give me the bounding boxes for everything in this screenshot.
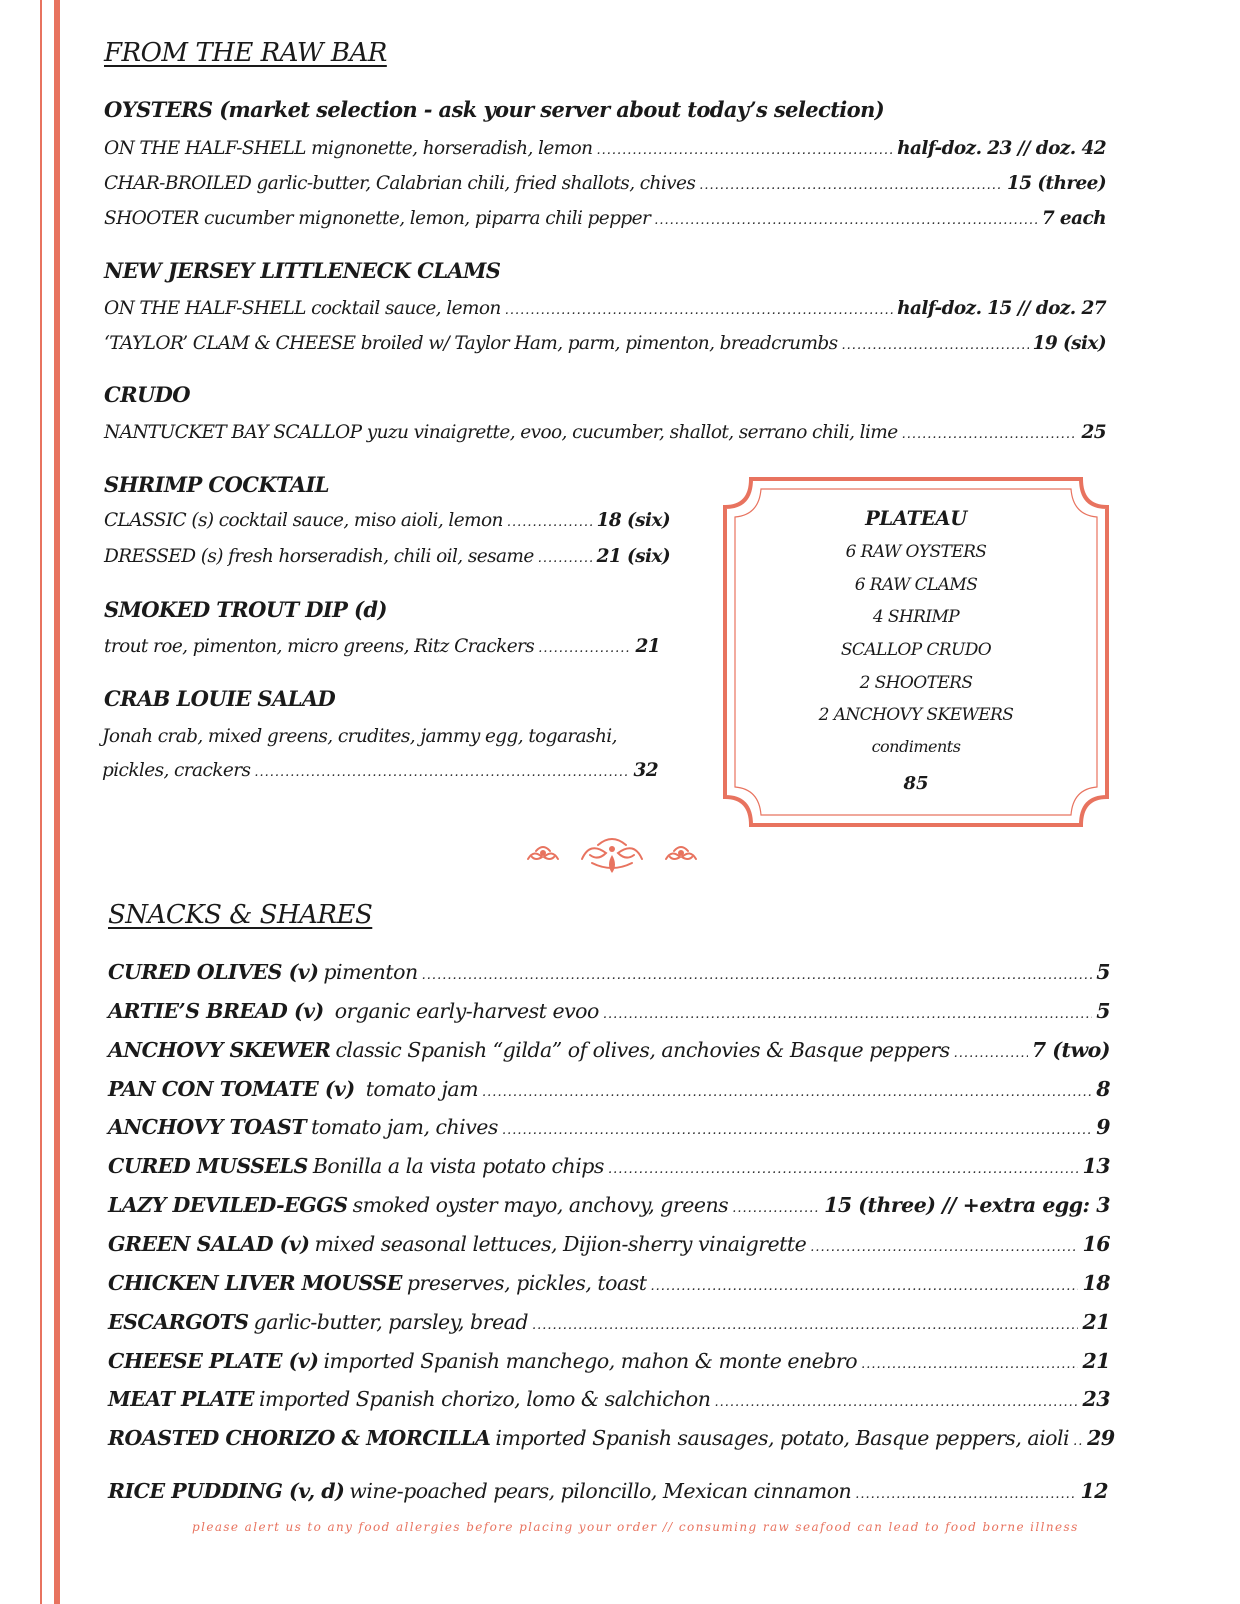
item-price: 16 <box>1082 1231 1110 1256</box>
item-text: ON THE HALF-SHELL mignonette, horseradish, lemon <box>104 138 593 159</box>
item-price: 29 <box>1087 1426 1115 1451</box>
leader-dots <box>502 1124 1092 1137</box>
plateau-title: PLATEAU <box>865 507 967 530</box>
item-price: 15 (three) // +extra egg: 3 <box>824 1193 1110 1218</box>
item-text <box>108 1481 851 1502</box>
item-name: LAZY DEVILED-EGGS <box>108 1193 348 1218</box>
item-text <box>108 1389 710 1410</box>
crab-desc-line1: Jonah crab, mixed greens, crudites, jammy egg, togarashi, <box>102 726 617 747</box>
item-price: 32 <box>633 760 658 781</box>
item-price: 25 <box>1081 422 1106 443</box>
item-desc: imported Spanish manchego, mahon & monte enebro <box>323 1348 858 1373</box>
item-price: half-doz. 23 // doz. 42 <box>897 138 1106 159</box>
item-text <box>108 1309 528 1334</box>
item-price: 7 each <box>1041 208 1106 229</box>
item-text <box>108 1195 728 1216</box>
leader-dots <box>597 144 894 157</box>
item-desc: imported Spanish sausages, potato, Basque peppers, aioli <box>495 1426 1070 1451</box>
item-price: 12 <box>1080 1479 1108 1503</box>
leader-dots <box>714 1396 1078 1409</box>
item-price: 7 (two) <box>1031 1037 1110 1062</box>
leader-dots <box>1073 1435 1083 1448</box>
leader-dots <box>532 1319 1079 1332</box>
menu-line <box>108 1117 1110 1138</box>
item-price: 21 (six) <box>596 546 670 567</box>
item-text: NANTUCKET BAY SCALLOP yuzu vinaigrette, evoo, cucumber, shallot, serrano chili, lime <box>104 422 898 443</box>
leader-dots <box>538 642 631 655</box>
item-name: GREEN SALAD (v) <box>108 1231 310 1256</box>
item-desc: classic Spanish “gilda” of olives, anchovies & Basque peppers <box>335 1037 950 1062</box>
plateau-box <box>723 477 1109 827</box>
item-desc: garlic-butter, parsley, bread <box>253 1309 528 1334</box>
item-name: ANCHOVY TOAST <box>108 1115 307 1140</box>
item-name: CHICKEN LIVER MOUSSE <box>108 1270 402 1295</box>
leader-dots <box>842 339 1029 352</box>
menu-line <box>104 638 660 657</box>
menu-line <box>108 1348 1110 1373</box>
item-name: MEAT PLATE <box>108 1387 254 1412</box>
crab-title: CRAB LOUIE SALAD <box>104 686 336 711</box>
menu-line-dessert <box>108 1481 1108 1502</box>
item-price: 13 <box>1082 1154 1110 1179</box>
item-text <box>108 1156 604 1177</box>
item-name: CURED OLIVES (v) <box>108 960 319 984</box>
allergy-footer: please alert us to any food allergies before placing your order // consuming raw seafood can lead to food borne illness <box>192 1520 1079 1534</box>
menu-line <box>104 175 1106 194</box>
item-desc: smoked oyster mayo, anchovy, greens <box>352 1193 729 1218</box>
plateau-condiments: condiments <box>871 737 961 757</box>
menu-line <box>104 424 1106 443</box>
menu-line <box>104 548 670 567</box>
menu-line <box>108 1195 1110 1216</box>
item-desc: imported Spanish chorizo, lomo & salchichon <box>259 1387 711 1412</box>
leader-dots <box>654 214 1038 227</box>
item-text <box>108 1231 807 1256</box>
item-desc: tomato jam, chives <box>311 1115 498 1140</box>
crudo-title: CRUDO <box>104 382 190 407</box>
plateau-item: SCALLOP CRUDO <box>840 640 992 661</box>
menu-line <box>108 1309 1110 1334</box>
plateau-item: 2 SHOOTERS <box>859 672 973 693</box>
menu-line <box>104 300 1106 319</box>
leader-dots <box>810 1241 1078 1254</box>
menu-line <box>102 762 658 781</box>
menu-line <box>104 512 670 531</box>
item-text: CLASSIC (s) cocktail sauce, miso aioli, lemon <box>104 510 503 531</box>
leader-dots <box>603 1008 1092 1021</box>
leader-dots <box>482 1086 1092 1099</box>
item-price: half-doz. 15 // doz. 27 <box>897 298 1106 319</box>
item-text: trout roe, pimenton, micro greens, Ritz Crackers <box>104 636 535 657</box>
snacks-title: SNACKS & SHARES <box>108 900 373 930</box>
item-price: 19 (six) <box>1032 333 1106 354</box>
item-text <box>108 1270 647 1295</box>
item-desc: Bonilla a la vista potato chips <box>312 1154 604 1179</box>
menu-line <box>108 998 1110 1023</box>
menu-line <box>108 1037 1110 1062</box>
item-name: CHEESE PLATE (v) <box>108 1348 319 1373</box>
item-price: 5 <box>1096 960 1110 984</box>
menu-line <box>108 1156 1110 1177</box>
item-desc: mixed seasonal lettuces, Dijion-sherry vinaigrette <box>314 1231 807 1256</box>
item-price: 8 <box>1096 1076 1110 1101</box>
border-rule-thick <box>54 0 60 1604</box>
item-text <box>108 1037 950 1062</box>
leader-dots <box>861 1358 1078 1371</box>
leader-dots <box>505 304 893 317</box>
item-text <box>108 962 418 983</box>
menu-line <box>108 1270 1110 1295</box>
item-price: 23 <box>1082 1387 1110 1412</box>
plateau-item: 2 ANCHOVY SKEWERS <box>818 705 1014 726</box>
item-desc: wine-poached pears, piloncillo, Mexican cinnamon <box>349 1479 852 1503</box>
plateau-price: 85 <box>903 773 929 795</box>
item-name: CURED MUSSELS <box>108 1154 308 1179</box>
item-price: 18 <box>1082 1270 1110 1295</box>
item-price: 21 <box>1082 1309 1110 1334</box>
item-name: ESCARGOTS <box>108 1309 249 1334</box>
shrimp-title: SHRIMP COCKTAIL <box>104 472 329 497</box>
item-desc: preserves, pickles, toast <box>406 1270 647 1295</box>
item-price: 18 (six) <box>596 510 670 531</box>
item-text: SHOOTER cucumber mignonette, lemon, piparra chili pepper <box>104 208 651 229</box>
item-text: CHAR-BROILED garlic-butter, Calabrian chili, fried shallots, chives <box>104 173 696 194</box>
clams-title: NEW JERSEY LITTLENECK CLAMS <box>104 258 501 283</box>
plateau-item: 6 RAW OYSTERS <box>845 542 987 562</box>
item-text: ‘TAYLOR’ CLAM & CHEESE broiled w/ Taylor Ham, parm, pimenton, breadcrumbs <box>104 333 838 354</box>
raw-bar-title: FROM THE RAW BAR <box>104 38 387 68</box>
leader-dots <box>954 1047 1028 1060</box>
item-price: 5 <box>1096 998 1110 1023</box>
item-text <box>108 998 599 1023</box>
plateau-item: 6 RAW CLAMS <box>854 574 978 595</box>
item-price: 21 <box>1082 1348 1110 1373</box>
item-desc: organic early-harvest evoo <box>328 998 599 1023</box>
leader-dots <box>855 1488 1076 1501</box>
item-name: PAN CON TOMATE (v) <box>108 1076 355 1101</box>
menu-line <box>108 1231 1110 1256</box>
plateau-content <box>723 507 1109 804</box>
item-desc: tomato jam <box>359 1076 479 1101</box>
item-desc: pimenton <box>323 960 418 984</box>
item-text <box>108 1348 858 1373</box>
menu-line <box>104 140 1106 159</box>
item-name: ARTIE’S BREAD (v) <box>108 998 324 1023</box>
menu-line <box>108 1076 1110 1101</box>
leader-dots <box>608 1163 1079 1176</box>
item-text: ON THE HALF-SHELL cocktail sauce, lemon <box>104 298 501 319</box>
item-name: ANCHOVY SKEWER <box>108 1037 331 1062</box>
item-price: 21 <box>635 636 660 657</box>
leader-dots <box>732 1202 820 1215</box>
leader-dots <box>538 552 593 565</box>
menu-line <box>104 210 1106 229</box>
item-name: ROASTED CHORIZO & MORCILLA <box>108 1426 491 1451</box>
border-rule-thin <box>40 0 42 1604</box>
plateau-item: 4 SHRIMP <box>872 607 960 628</box>
item-text <box>108 1428 1069 1449</box>
leader-dots <box>422 969 1093 982</box>
item-text: pickles, crackers <box>102 760 251 781</box>
leader-dots <box>902 428 1078 441</box>
flourish-ornament-icon <box>520 833 705 878</box>
leader-dots <box>254 766 629 779</box>
item-price: 15 (three) <box>1007 173 1106 194</box>
menu-line <box>108 962 1110 983</box>
menu-line <box>108 1426 1115 1451</box>
item-text <box>108 1117 498 1138</box>
trout-title: SMOKED TROUT DIP (d) <box>104 597 387 622</box>
leader-dots <box>699 179 1003 192</box>
item-name: RICE PUDDING (v, d) <box>108 1479 345 1503</box>
item-price: 9 <box>1096 1115 1110 1140</box>
menu-line <box>108 1389 1110 1410</box>
leader-dots <box>507 516 593 529</box>
oysters-title: OYSTERS (market selection - ask your server about today’s selection) <box>104 97 885 122</box>
item-text <box>108 1076 479 1101</box>
leader-dots <box>650 1280 1078 1293</box>
menu-line <box>104 335 1106 354</box>
item-text: DRESSED (s) fresh horseradish, chili oil, sesame <box>104 546 534 567</box>
